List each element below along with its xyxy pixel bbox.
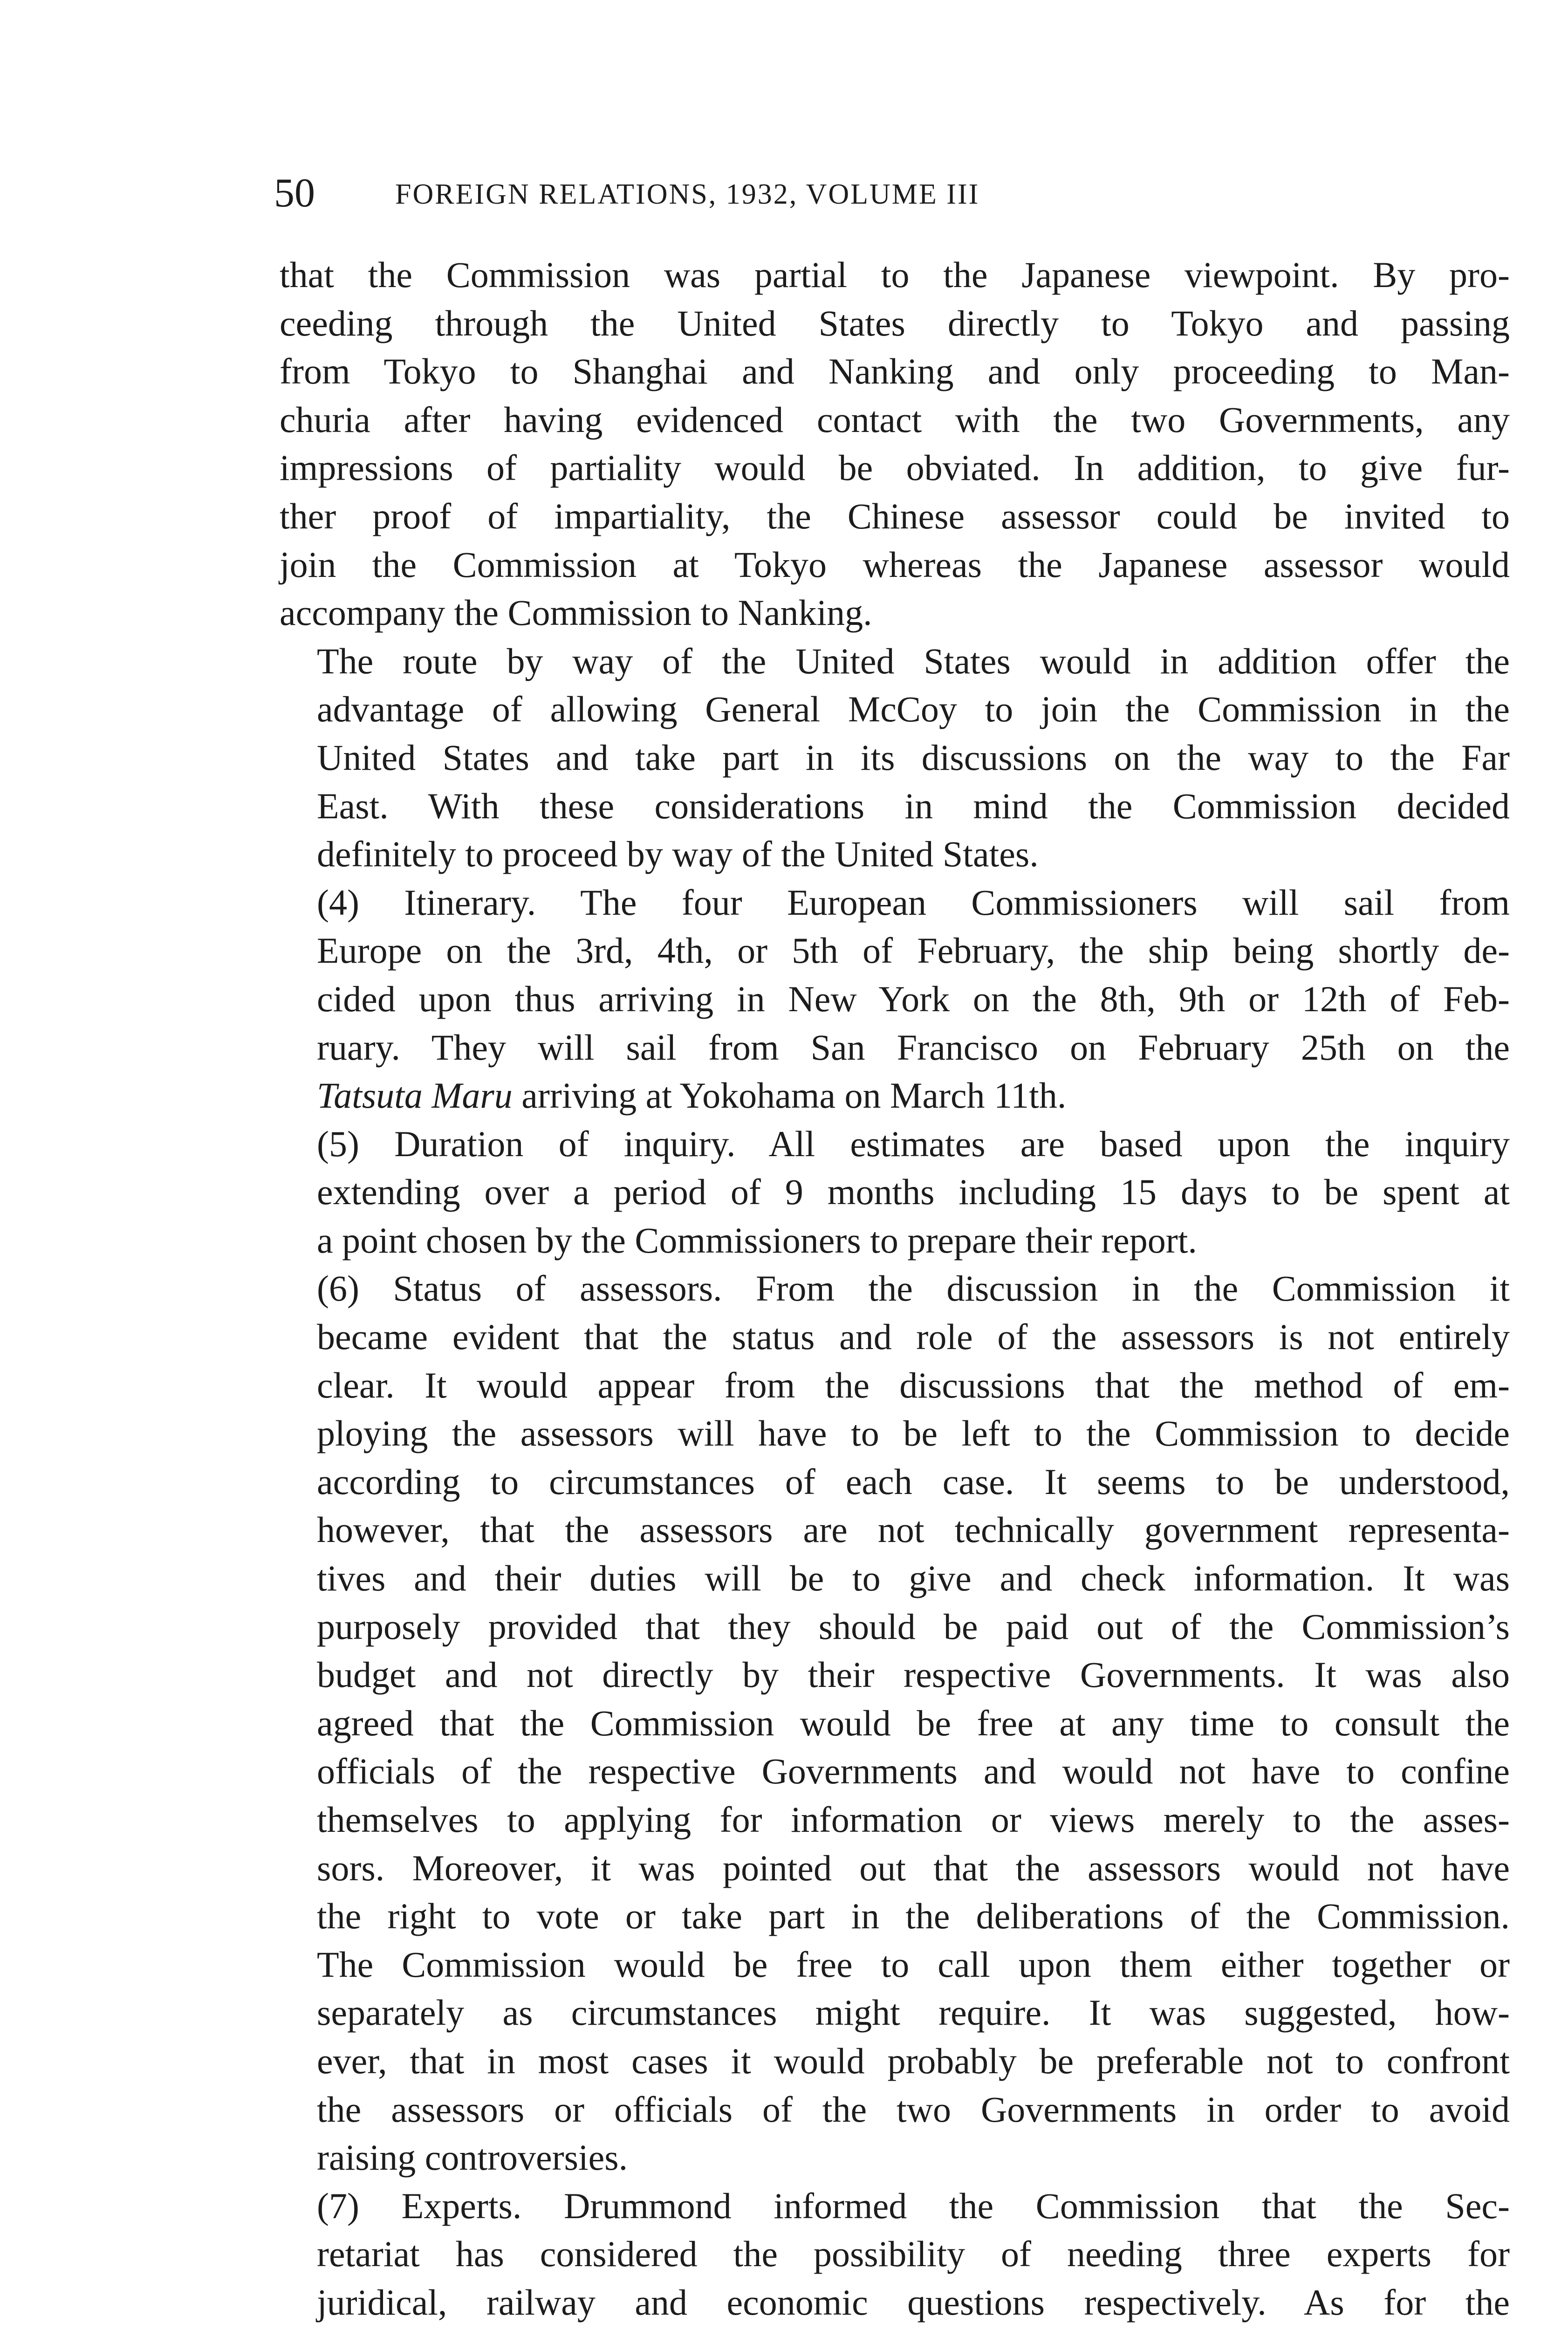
paragraph [280, 637, 1510, 878]
text-line: the assessors or officials of the two Governments in order to avoid [317, 2089, 1510, 2130]
text-line: definitely to proceed by way of the United States. [317, 834, 1039, 875]
text-line: United States and take part in its discussions on the way to the Far [317, 737, 1510, 778]
text-line: themselves to applying for information or views merely to the asses- [317, 1799, 1510, 1840]
text-line: a point chosen by the Commissioners to prepare their report. [317, 1220, 1197, 1261]
text-line: raising controversies. [317, 2137, 628, 2178]
text-line: Europe on the 3rd, 4th, or 5th of February, the ship being shortly de- [317, 930, 1510, 971]
paragraph [280, 878, 1510, 1120]
text-line: according to circumstances of each case. It seems to be understood, [317, 1461, 1510, 1502]
text-line: The Commission would be free to call upon them either together or [317, 1944, 1510, 1985]
text-line: juridical, railway and economic questions respectively. As for the [317, 2282, 1510, 2323]
text-line: ever, that in most cases it would probably be preferable not to confront [317, 2040, 1510, 2081]
text-line [280, 1071, 1510, 1120]
text-line: ploying the assessors will have to be left to the Commission to decide [317, 1413, 1510, 1454]
text-line: budget and not directly by their respective Governments. It was also [317, 1654, 1510, 1695]
text-line: ruary. They will sail from San Francisco on February 25th on the [317, 1027, 1510, 1068]
text-fragment: arriving at Yokohama on March 11th. [512, 1075, 1067, 1116]
text-line: advantage of allowing General McCoy to join the Commission in the [317, 689, 1510, 730]
running-head: FOREIGN RELATIONS, 1932, VOLUME III [395, 178, 980, 210]
text-line: the right to vote or take part in the deliberations of the Commission. [317, 1896, 1510, 1937]
paragraph [280, 1120, 1510, 1265]
text-line: however, that the assessors are not technically government representa- [317, 1509, 1510, 1550]
text-line: churia after having evidenced contact with the two Governments, any [280, 399, 1510, 440]
text-line: separately as circumstances might require. It was suggested, how- [317, 1992, 1510, 2033]
text-line: ceeding through the United States directly to Tokyo and passing [280, 302, 1510, 343]
text-line: tives and their duties will be to give and check information. It was [317, 1558, 1510, 1599]
text-line: that the Commission was partial to the Japanese viewpoint. By pro- [280, 254, 1510, 295]
text-line: from Tokyo to Shanghai and Nanking and only proceeding to Man- [280, 351, 1510, 392]
text-line: extending over a period of 9 months including 15 days to be spent at [317, 1172, 1510, 1213]
text-line: The route by way of the United States would in addition offer the [317, 640, 1510, 681]
body-text [280, 251, 1510, 2327]
text-line: (7) Experts. Drummond informed the Commission that the Sec- [317, 2185, 1510, 2226]
ship-name: Tatsuta Maru [317, 1075, 513, 1116]
text-line: clear. It would appear from the discussions that the method of em- [317, 1364, 1510, 1405]
text-line: (6) Status of assessors. From the discussion in the Commission it [317, 1268, 1510, 1309]
text-line: (5) Duration of inquiry. All estimates are based upon the inquiry [317, 1123, 1510, 1164]
text-line: became evident that the status and role of the assessors is not entirely [317, 1316, 1510, 1357]
page-header [274, 165, 1523, 221]
text-line: accompany the Commission to Nanking. [280, 592, 872, 633]
text-line: agreed that the Commission would be free at any time to consult the [317, 1702, 1510, 1743]
text-line: ther proof of impartiality, the Chinese assessor could be invited to [280, 495, 1510, 536]
text-line: impressions of partiality would be obviated. In addition, to give fur- [280, 447, 1510, 488]
paragraph [280, 1264, 1510, 2181]
text-line: cided upon thus arriving in New York on the 8th, 9th or 12th of Feb- [317, 978, 1510, 1019]
paragraph [280, 251, 1510, 637]
text-line: East. With these considerations in mind the Commission decided [317, 785, 1510, 826]
text-line: purposely provided that they should be paid out of the Commission’s [317, 1606, 1510, 1647]
page-number: 50 [274, 171, 315, 216]
text-line: (4) Itinerary. The four European Commissioners will sail from [317, 882, 1510, 923]
text-line: officials of the respective Governments and would not have to confine [317, 1751, 1510, 1792]
paragraph [280, 2182, 1510, 2327]
text-line: sors. Moreover, it was pointed out that the assessors would not have [317, 1847, 1510, 1888]
text-line: join the Commission at Tokyo whereas the Japanese assessor would [280, 544, 1510, 585]
text-line: retariat has considered the possibility of needing three experts for [317, 2234, 1510, 2275]
